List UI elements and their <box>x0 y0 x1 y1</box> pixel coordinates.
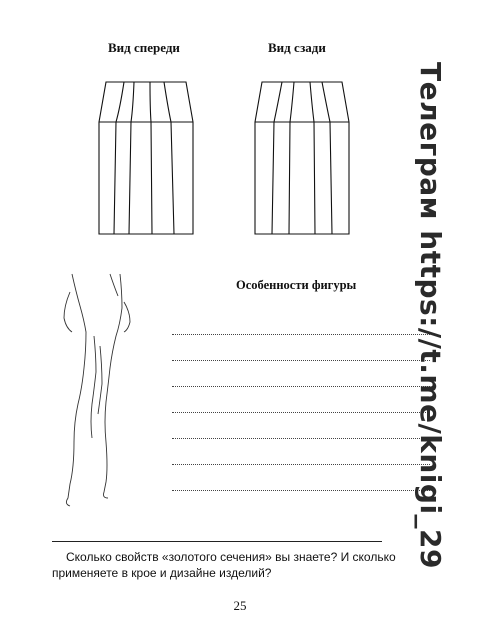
question-text: Сколько свойств «золотого сечения» вы знаете? И сколько применяете в крое и дизайне изделий? <box>52 550 396 580</box>
watermark-text: Телеграм https://t.me/knigi_29 <box>414 61 448 569</box>
telegram-watermark <box>410 61 452 569</box>
back-skirt-sketch <box>252 78 352 238</box>
answer-line[interactable] <box>172 438 430 439</box>
answer-line[interactable] <box>172 360 430 361</box>
page-number: 25 <box>233 598 247 613</box>
back-view-label: Вид сзади <box>268 40 326 55</box>
answer-line[interactable] <box>172 386 430 387</box>
divider <box>52 541 382 542</box>
figure-croquis <box>50 272 150 512</box>
front-view-label: Вид спереди <box>108 40 180 55</box>
front-skirt-sketch <box>96 78 196 238</box>
answer-line[interactable] <box>172 334 430 335</box>
answer-lines <box>172 334 430 516</box>
figure-features-label: Особенности фигуры <box>236 278 357 292</box>
answer-line[interactable] <box>172 490 430 491</box>
answer-line[interactable] <box>172 412 430 413</box>
answer-line[interactable] <box>172 464 430 465</box>
